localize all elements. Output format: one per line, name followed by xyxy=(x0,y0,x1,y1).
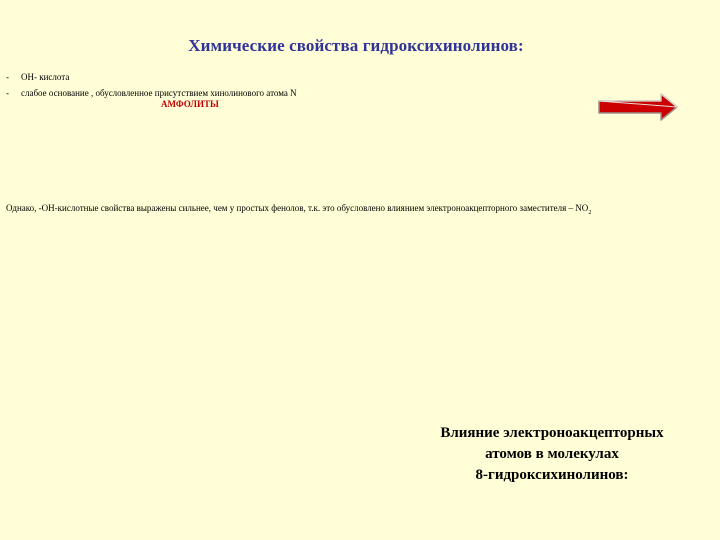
influence-line: атомов в молекулах xyxy=(485,446,619,462)
bullet-dash: - xyxy=(6,72,9,82)
right-arrow-icon xyxy=(597,92,681,127)
list-item xyxy=(6,69,297,85)
influence-line: 8-гидроксихинолинов: xyxy=(475,467,629,483)
influence-heading xyxy=(402,423,702,486)
acidity-note-subscript: 2 xyxy=(588,209,592,216)
acidity-note-text: Однако, -ОН-кислотные свойства выражены сильнее, чем у простых фенолов, т.к. это обусловлено влиянием электроноакцепторного заместителя – NO xyxy=(6,203,589,213)
influence-line: Влияние электроноакцепторных xyxy=(440,425,664,441)
acidity-note xyxy=(6,203,591,216)
bullet-text: ОН- кислота xyxy=(21,72,70,82)
bullet-text: слабое основание , обусловленное присутствием хинолинового атома N xyxy=(21,88,297,98)
slide-title: Химические свойства гидроксихинолинов: xyxy=(188,36,524,55)
bullet-dash: - xyxy=(6,88,9,98)
list-item xyxy=(6,85,297,101)
property-list xyxy=(6,69,297,101)
amfolity-label: АМФОЛИТЫ xyxy=(161,99,219,109)
